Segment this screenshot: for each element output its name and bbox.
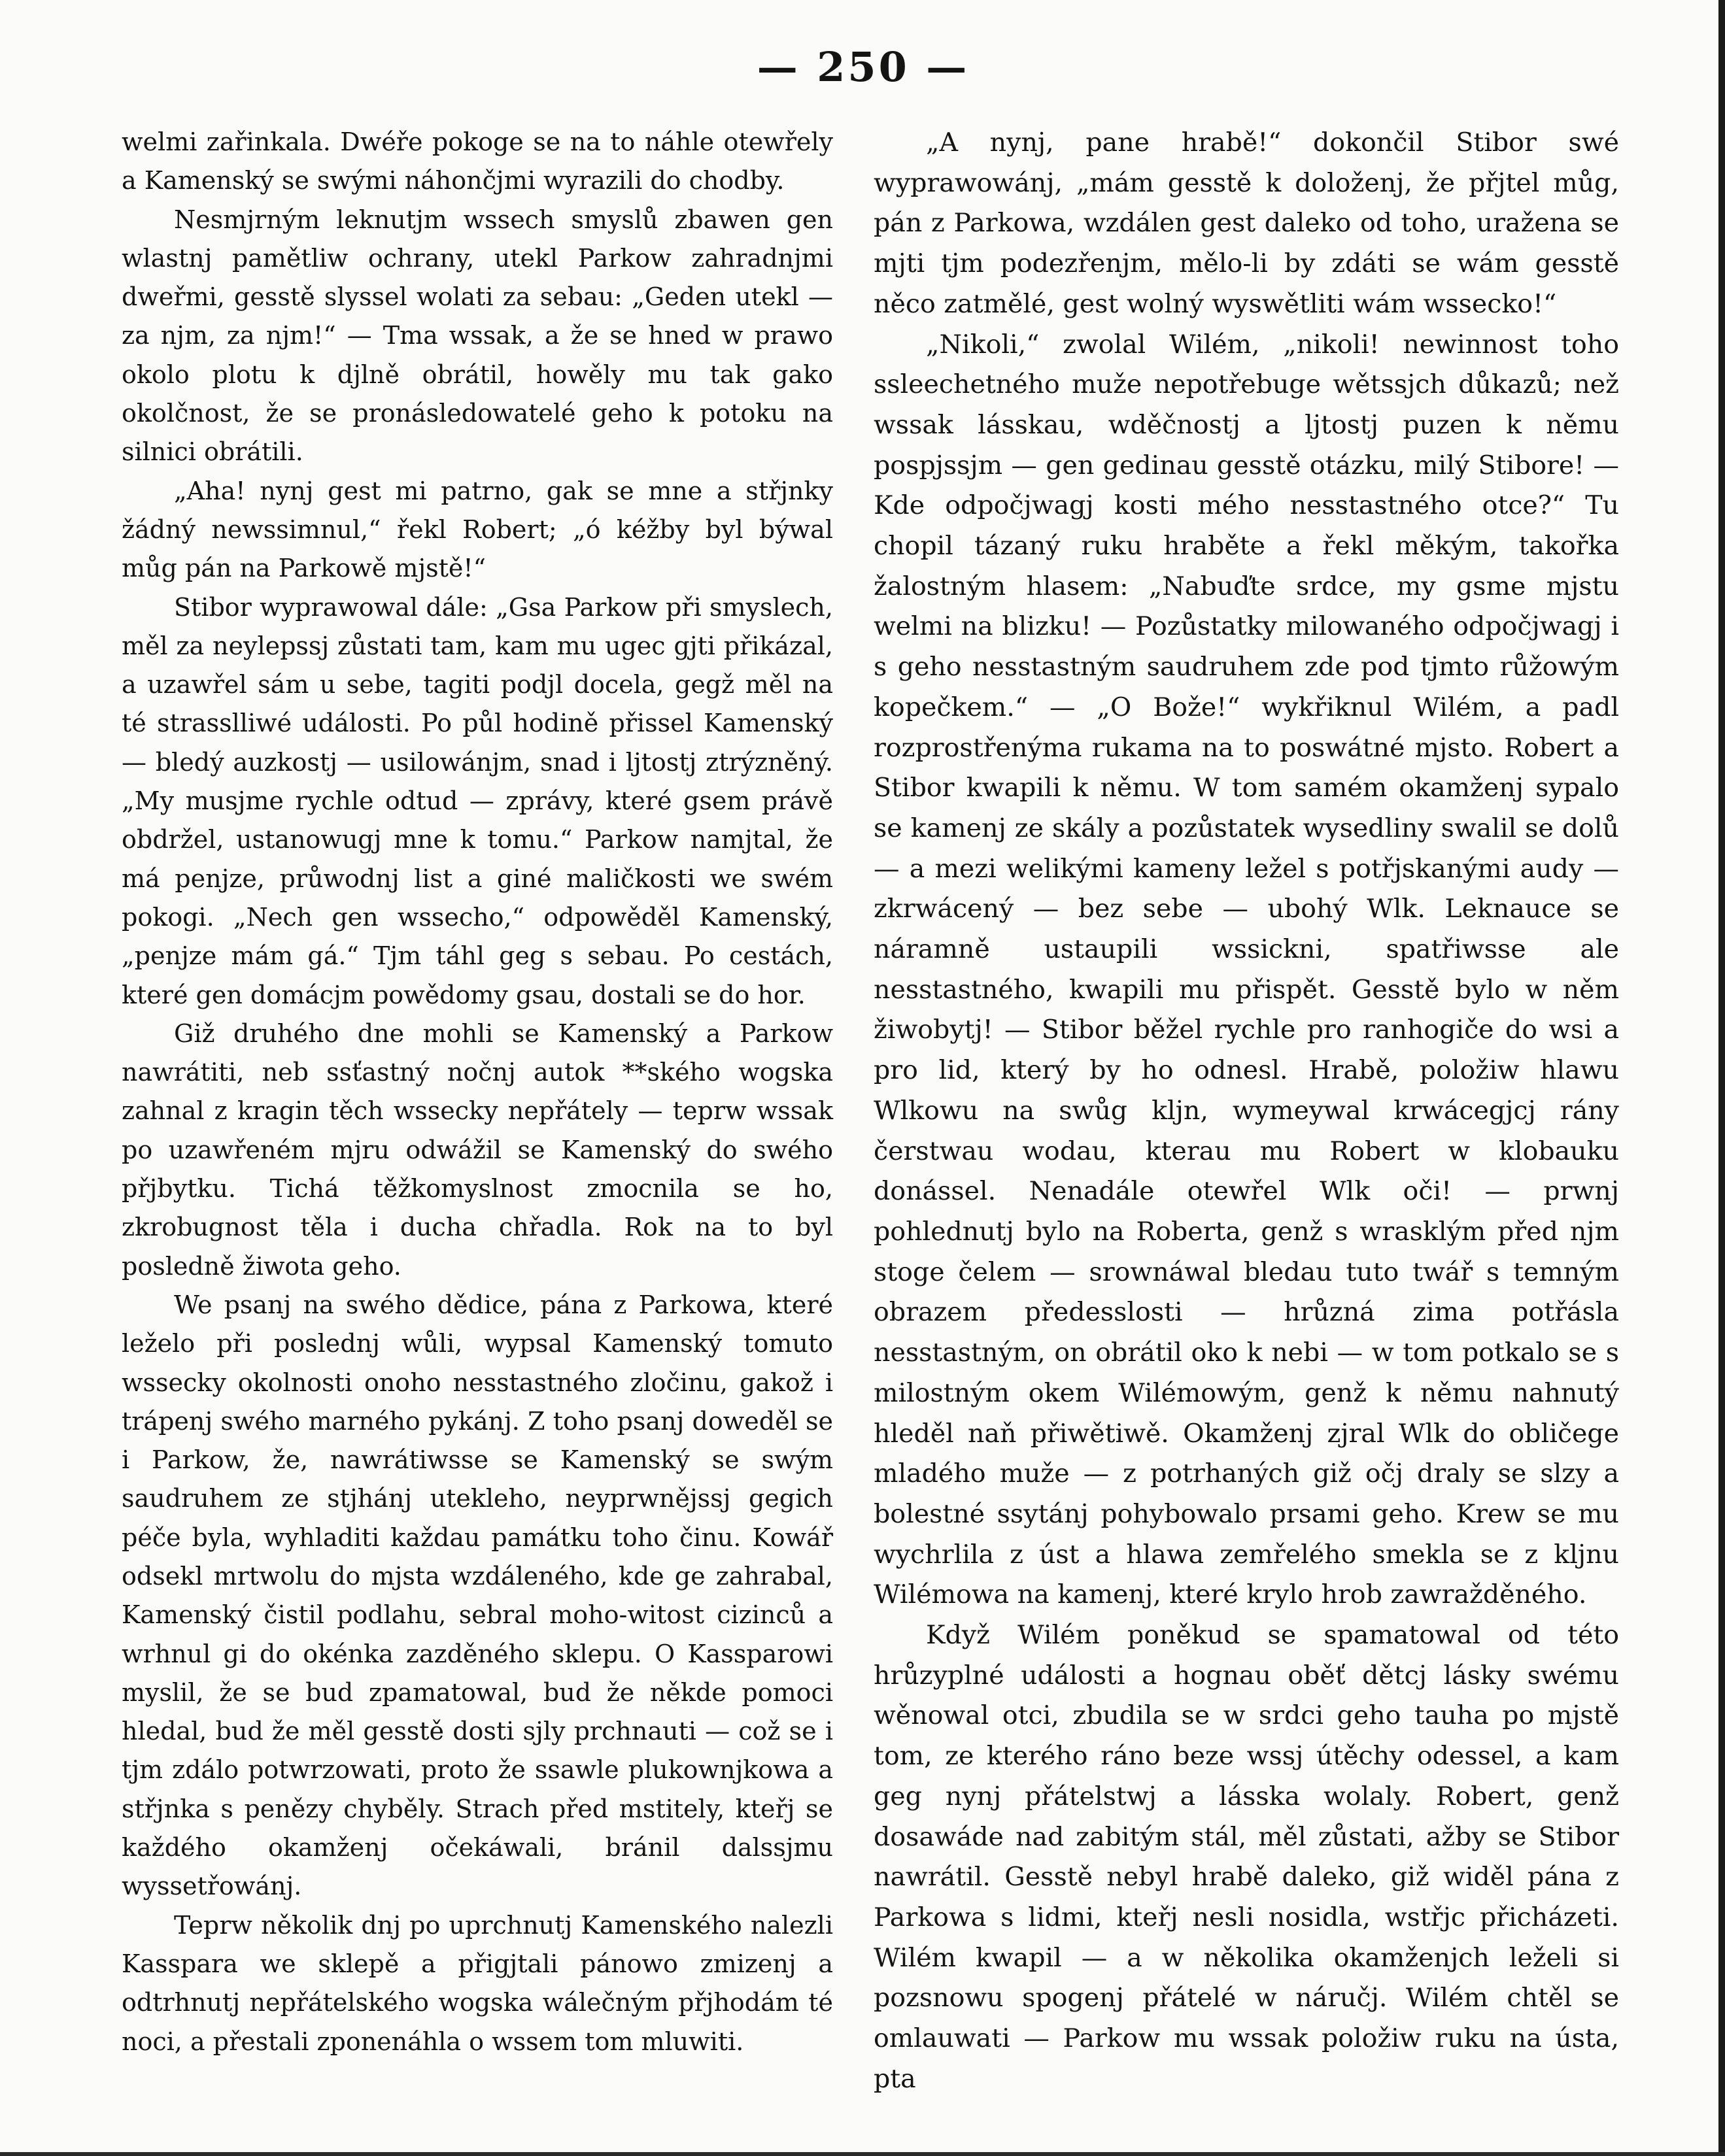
left-paragraph-7: Teprw několik dnj po uprchnutj Kamenského nalezli Kasspara we sklepě a přigjtali pánowo zmizenj a odtrhnutj nepřátelského wogska wálečným přjhodám té noci, a přestali zponenáhla o wssem tom mluwiti.	[122, 1910, 833, 2056]
left-paragraph-2: Nesmjrným leknutjm wssech smyslů zbawen gen wlastnj pamětliw ochrany, utekl Parkow zahradnjmi dweřmi, gesstě slyssel wolati za sebau: „Geden utekl — za njm, za njm!“ — Tma wssak, a že se hned w prawo okolo plotu k djlně obrátil, howěly mu tak gako okolčnost, že se pronásledowatelé geho k potoku na silnici obrátili.	[122, 205, 833, 467]
right-paragraph-2: „Nikoli,“ zwolal Wilém, „nikoli! newinnost toho ssleechetného muže nepotřebuge wětssjch důkazů; než wssak lásskau, wděčnostj a ljtostj puzen k němu pospjssjm — gen gedinau gesstě otázku, milý Stibore! — Kde odpočjwagj kosti mého nesstastného otce?“ Tu chopil tázaný ruku hraběte a řekl měkým, takořka žalostným hlasem: „Nabuďte srdce, my gsme mjstu welmi na blizku! — Pozůstatky milowaného odpočjwagj i s geho nesstastným saudruhem zde pod tjmto růžowým kopečkem.“ — „O Bože!“ wykřiknul Wilém, a padl rozprostřenýma rukama na to poswátné mjsto. Robert a Stibor kwapili k němu. W tom samém okamženj sypalo se kamenj ze skály a pozůstatek wysedliny swalil se dolů — a mezi welikými kameny ležel s potřjskanými audy — zkrwácený — bez sebe — ubohý Wlk. Leknauce se náramně ustaupili wssickni, spatřiwsse ale nesstastného, kwapili mu přispět. Gesstě bylo w něm žiwobytj! — Stibor běžel rychle pro ranhogiče do wsi a pro lid, který by ho odnesl. Hrabě, položiw hlawu Wlkowu na swůg kljn, wymeywal krwácegjcj rány čerstwau wodau, kterau mu Robert w klobauku donássel. Nenadále otewřel Wlk oči! — prwnj pohlednutj bylo na Roberta, genž s wrasklým před njm stoge čelem — srownáwal bledau tuto twář s temným obrazem předesslosti — hrůzná zima potřásla nesstastným, on obrátil oko k nebi — w tom potkalo se s milostným okem Wilémowým, genž k němu nahnutý hleděl naň přiwětiwě. Okamženj zjral Wlk do obličege mladého muže — z potrhaných giž očj draly se slzy a bolestné ssytánj pohybowalo prsami geho. Krew se mu wychrlila z úst a hlawa zemřelého smekla se z kljnu Wilémowa na kamenj, které krylo hrob zawražděného.	[874, 329, 1619, 1610]
left-paragraph-3: „Aha! nynj gest mi patrno, gak se mne a střjnky žádný newssimnul,“ řekl Robert; „ó kéžby byl býwal můg pán na Parkowě mjstě!“	[122, 476, 833, 583]
left-paragraph-5: Giž druhého dne mohli se Kamenský a Parkow nawrátiti, neb ssťastný nočnj autok **ského wogska zahnal z kragin těch wssecky nepřátely — teprw wssak po uzawřeném mjru odwážil se Kamenský do swého přjbytku. Tichá těžkomyslnost zmocnila se ho, zkrobugnost těla i ducha chřadla. Rok na to byl posledně žiwota geho.	[122, 1019, 833, 1281]
left-paragraph-6: We psanj na swého dědice, pána z Parkowa, které leželo při poslednj wůli, wypsal Kamenský tomuto wssecky okolnosti onoho nesstastného zločinu, gakož i trápenj swého marného pykánj. Z toho psanj doweděl se i Parkow, že, nawrátiwsse se Kamenský se swým saudruhem ze stjhánj utekleho, neyprwnějssj gegich péče byla, wyhladiti každau památku toho činu. Kowář odsekl mrtwolu do mjsta wzdáleného, kde ge zahrabal, Kamenský čistil podlahu, sebral moho-witost cizinců a wrhnul gi do okénka zazděného sklepu. O Kassparowi myslil, že se bud zpamatowal, bud že někde pomoci hledal, bud že měl gesstě dosti sjly prchnauti — což se i tjm zdálo potwrzowati, proto že ssawle plukownjkowa a střjnka s penězy chyběly. Strach před mstitely, kteřj se každého okamženj očekáwali, bránil dalssjmu wyssetřowánj.	[122, 1290, 833, 1901]
left-paragraph-4: Stibor wyprawowal dále: „Gsa Parkow při smyslech, měl za neylepssj zůstati tam, kam mu ugec gjti přikázal, a uzawřel sám u sebe, tagiti podjl docela, gegž měl na té strasslliwé události. Po půl hodině přissel Kamenský — bledý auzkostj — usilowánjm, snad i ljtostj ztrýzněný. „My musjme rychle odtud — zprávy, které gsem právě obdržel, ustanowugj mne k tomu.“ Parkow namjtal, že má penjze, průwodnj list a giné maličkosti we swém pokogi. „Nech gen wssecho,“ odpowěděl Kamenský, „penjze mám gá.“ Tjm táhl geg s sebau. Po cestách, které gen domácjm powědomy gsau, dostali se do hor.	[122, 592, 833, 1009]
page-edge-bottom	[0, 2152, 1725, 2156]
right-paragraph-1: „A nynj, pane hrabě!“ dokončil Stibor swé wyprawowánj, „mám gesstě k doloženj, že přjtel můg, pán z Parkowa, wzdálen gest daleko od toho, uražena se mjti tjm podezřenjm, mělo-li by zdáti se wám gesstě něco zatmělé, gest wolný wyswětliti wám wssecko!“	[874, 127, 1619, 319]
right-paragraph-3: Když Wilém poněkud se spamatowal od této hrůzyplné události a hognau oběť dětcj lásky swému wěnowal otci, zbudila se w srdci geho tauha po mjstě tom, ze kterého ráno beze wssj útěchy odessel, a kam geg nynj přátelstwj a lásska wolaly. Robert, genž dosawáde nad zabitým stál, měl zůstati, ažby se Stibor nawrátil. Gesstě nebyl hrabě daleko, giž widěl pána z Parkowa s lidmi, kteřj nesli nosidla, wstřjc přicházeti. Wilém kwapil — a w několika okamženjch leželi si pozsnowu spogenj přátelé w náručj. Wilém chtěl se omlauwati — Parkow mu wssak položiw ruku na ústa, pta	[874, 1620, 1619, 2094]
left-column	[122, 123, 833, 2061]
page-number: — 250 —	[757, 43, 970, 91]
left-paragraph-1: welmi zařinkala. Dwéře pokoge se na to náhle otewřely a Kamenský se swými náhončjmi wyrazili do chodby.	[122, 127, 833, 195]
right-column	[874, 123, 1619, 2099]
page-edge-right	[1718, 0, 1725, 2156]
